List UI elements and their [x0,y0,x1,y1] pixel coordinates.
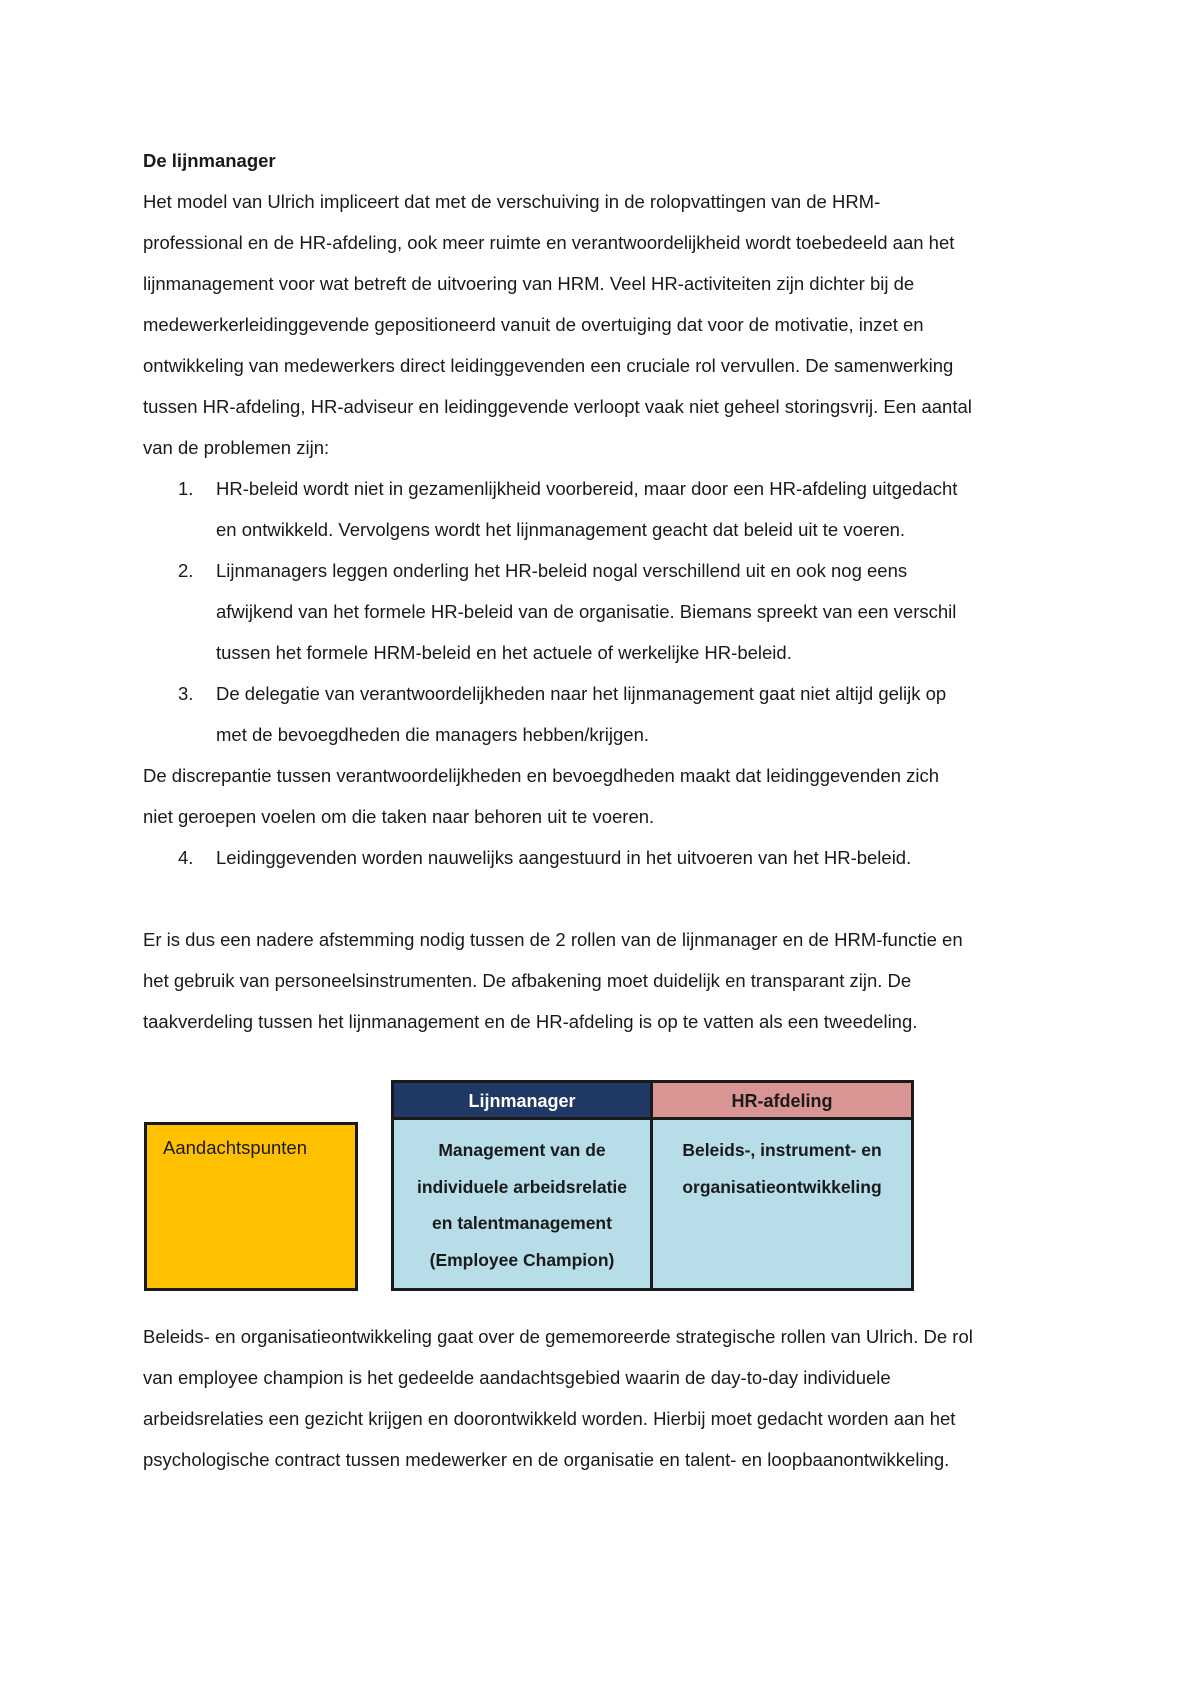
list-item [143,673,1073,755]
list-text: afwijkend van het formele HR-beleid van de organisatie. Biemans spreekt van een verschil [216,601,957,622]
list-item [143,550,1073,673]
text-line: tussen HR-afdeling, HR-adviseur en leidinggevende verloopt vaak niet geheel storingsvrij. Een aantal [143,396,972,417]
text-line: taakverdeling tussen het lijnmanagement en de HR-afdeling is op te vatten als een tweedeling. [143,1011,918,1032]
hr-afdeling-cell [650,1117,914,1291]
intro-paragraph [143,181,1073,468]
interlude-paragraph [143,755,1073,837]
aandachtspunten-label: Aandachtspunten [163,1137,308,1158]
lijnmanager-cell [391,1117,653,1291]
document-body [143,140,1073,1042]
list-item [143,837,1073,878]
text-line: psychologische contract tussen medewerker en de organisatie en talent- en loopbaanontwikkeling. [143,1449,950,1470]
list-text: HR-beleid wordt niet in gezamenlijkheid voorbereid, maar door een HR-afdeling uitgedacht [216,478,958,499]
text-line: lijnmanagement voor wat betreft de uitvoering van HRM. Veel HR-activiteiten zijn dichter bij de [143,273,915,294]
cell-line: organisatieontwikkeling [682,1176,882,1197]
text-line: medewerkerleidinggevende gepositioneerd vanuit de overtuiging dat voor de motivatie, inzet en [143,314,924,335]
text-line: professional en de HR-afdeling, ook meer ruimte en verantwoordelijkheid wordt toebedeeld aan het [143,232,955,253]
list-text: Leidinggevenden worden nauwelijks aangestuurd in het uitvoeren van het HR-beleid. [216,847,912,868]
text-line: van de problemen zijn: [143,437,330,458]
text-line: De discrepantie tussen verantwoordelijkheden en bevoegdheden maakt dat leidinggevenden zich [143,765,940,786]
cell-line: Beleids-, instrument- en [682,1140,882,1160]
text-line: Er is dus een nadere afstemming nodig tussen de 2 rollen van de lijnmanager en de HRM-functie en [143,929,963,950]
list-text: met de bevoegdheden die managers hebben/krijgen. [216,724,650,745]
text-line: arbeidsrelaties een gezicht krijgen en doorontwikkeld worden. Hierbij moet gedacht worden aan het [143,1408,956,1429]
text-line: Beleids- en organisatieontwikkeling gaat over de gememoreerde strategische rollen van Ulrich. De rol [143,1326,973,1347]
list-number: 4. [178,847,194,868]
cell-line: Management van de [438,1140,606,1160]
problem-list [143,468,1073,755]
list-text: Lijnmanagers leggen onderling het HR-beleid nogal verschillend uit en ook nog eens [216,560,908,581]
text-line: ontwikkeling van medewerkers direct leidinggevenden een cruciale rol vervullen. De samenwerking [143,355,954,376]
text-line: Het model van Ulrich impliceert dat met de verschuiving in de rolopvattingen van de HRM- [143,191,881,212]
hr-afdeling-header: HR-afdeling [650,1080,914,1120]
section-heading: De lijnmanager [143,150,276,171]
lijnmanager-header: Lijnmanager [391,1080,653,1120]
list-number: 1. [178,478,194,499]
text-line: niet geroepen voelen om die taken naar behoren uit te voeren. [143,806,655,827]
cell-line: (Employee Champion) [429,1249,615,1270]
blank-line [143,878,1073,919]
list-number: 3. [178,683,194,704]
afstemming-paragraph [143,919,1073,1042]
list-item [143,468,1073,550]
text-line: van employee champion is het gedeelde aandachtsgebied waarin de day-to-day individuele [143,1367,891,1388]
aandachtspunten-box [144,1122,358,1291]
ontwikkeling-paragraph [143,1316,1073,1480]
cell-line: individuele arbeidsrelatie [416,1176,628,1197]
list-text: De delegatie van verantwoordelijkheden naar het lijnmanagement gaat niet altijd gelijk op [216,683,947,704]
list-text: tussen het formele HRM-beleid en het actuele of werkelijke HR-beleid. [216,642,792,663]
list-number: 2. [178,560,194,581]
text-line: het gebruik van personeelsinstrumenten. De afbakening moet duidelijk en transparant zijn. De [143,970,912,991]
cell-line: en talentmanagement [432,1213,612,1233]
list-text: en ontwikkeld. Vervolgens wordt het lijnmanagement geacht dat beleid uit te voeren. [216,519,906,540]
